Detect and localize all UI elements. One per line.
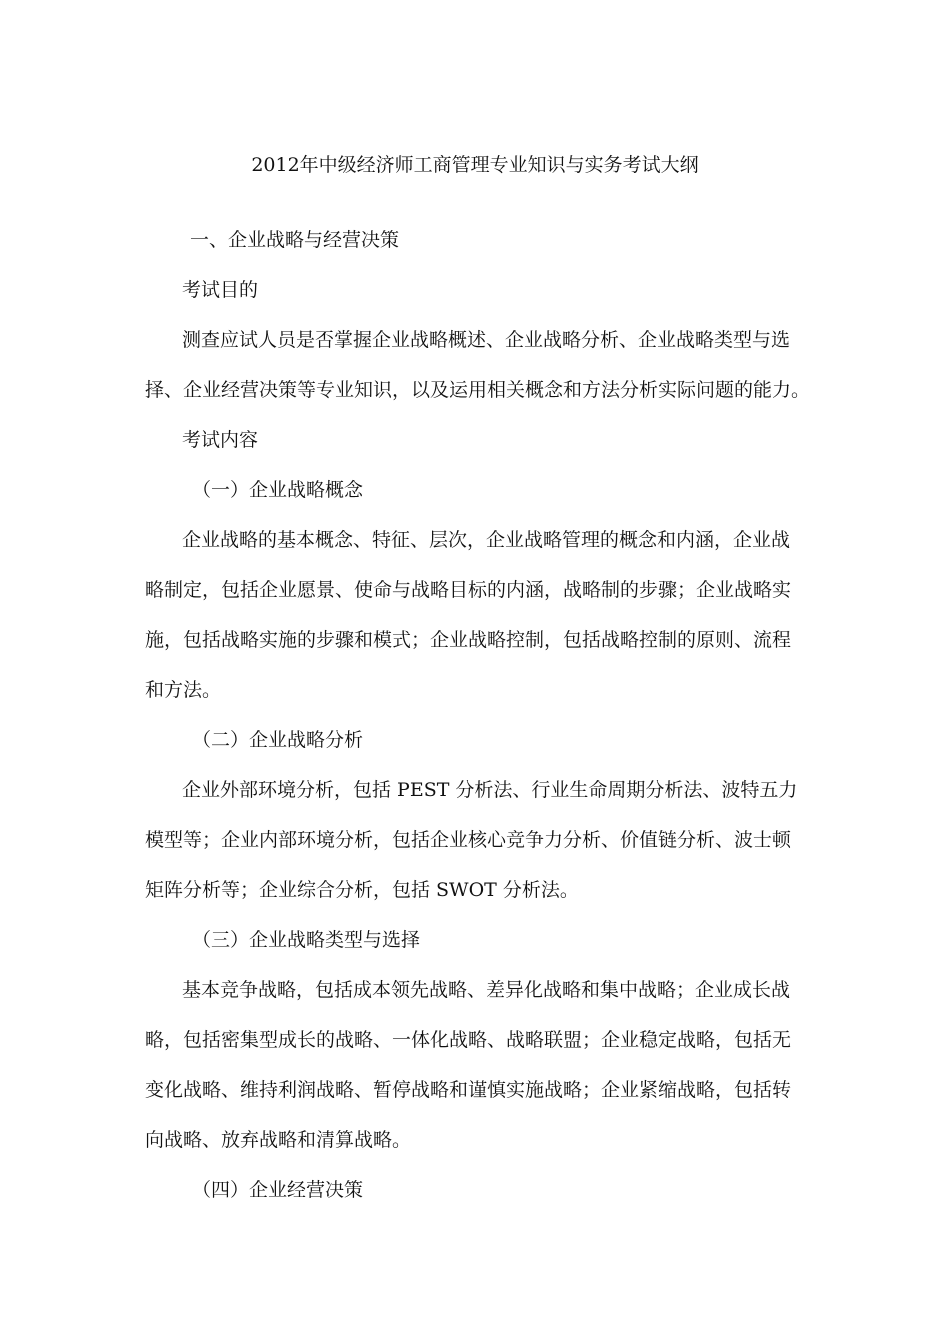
paragraph-line: 略制定，包括企业愿景、使命与战略目标的内涵，战略制的步骤；企业战略实 xyxy=(145,579,792,601)
paragraph-line: 企业战略的基本概念、特征、层次，企业战略管理的概念和内涵，企业战 xyxy=(182,529,791,551)
purpose-label: 考试目的 xyxy=(182,279,259,301)
paragraph-line: 施，包括战略实施的步骤和模式；企业战略控制，包括战略控制的原则、流程 xyxy=(145,629,792,651)
section-heading: 一、企业战略与经营决策 xyxy=(190,229,400,251)
paragraph-line: 矩阵分析等；企业综合分析，包括 SWOT 分析法。 xyxy=(145,879,579,901)
paragraph-line: 向战略、放弃战略和清算战略。 xyxy=(145,1129,412,1151)
paragraph-line: 模型等；企业内部环境分析，包括企业核心竞争力分析、价值链分析、波士顿 xyxy=(145,829,792,851)
content-label: 考试内容 xyxy=(182,429,259,451)
subsection-heading: （二）企业战略分析 xyxy=(192,729,364,751)
paragraph-line: 基本竞争战略，包括成本领先战略、差异化战略和集中战略；企业成长战 xyxy=(182,979,791,1001)
paragraph-line: 和方法。 xyxy=(145,679,222,701)
paragraph-line: 测查应试人员是否掌握企业战略概述、企业战略分析、企业战略类型与选 xyxy=(182,329,791,351)
paragraph-line: 变化战略、维持利润战略、暂停战略和谨慎实施战略；企业紧缩战略，包括转 xyxy=(145,1079,792,1101)
subsection-heading: （四）企业经营决策 xyxy=(192,1179,364,1201)
document-title: 2012年中级经济师工商管理专业知识与实务考试大纲 xyxy=(251,154,699,176)
paragraph-line: 企业外部环境分析，包括 PEST 分析法、行业生命周期分析法、波特五力 xyxy=(182,779,798,801)
subsection-heading: （一）企业战略概念 xyxy=(192,479,364,501)
subsection-heading: （三）企业战略类型与选择 xyxy=(192,929,421,951)
paragraph-line: 略，包括密集型成长的战略、一体化战略、战略联盟；企业稳定战略，包括无 xyxy=(145,1029,792,1051)
paragraph-line: 择、企业经营决策等专业知识，以及运用相关概念和方法分析实际问题的能力。 xyxy=(145,379,811,401)
